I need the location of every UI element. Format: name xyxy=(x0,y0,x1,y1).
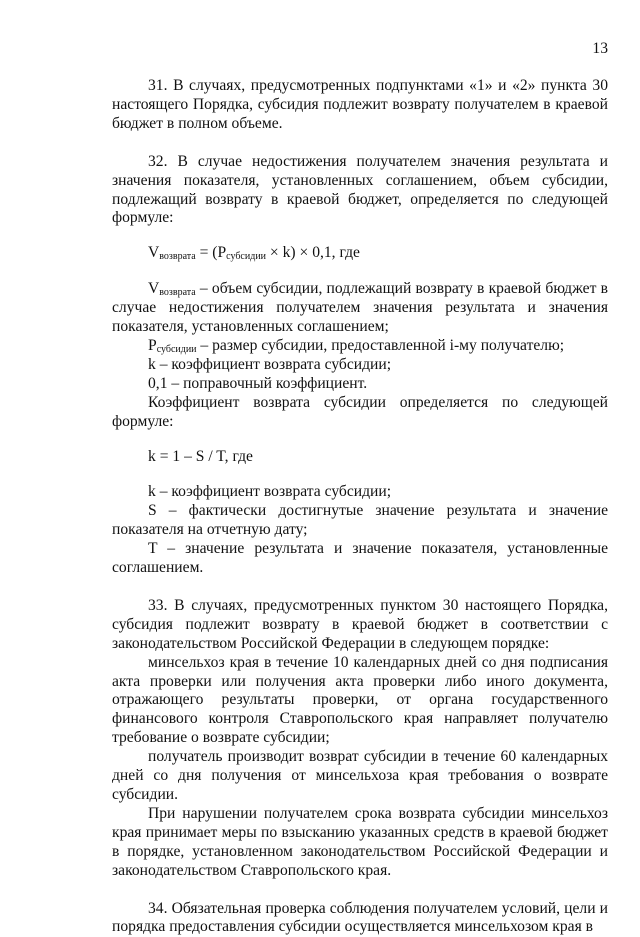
def-v-text: – объем субсидии, подлежащий возврату в краевой бюджет в случае недостижения получателем значения результата и значения показателя, установленных соглашением; xyxy=(112,280,608,336)
def-p-subscript: субсидии xyxy=(156,343,197,355)
paragraph-33-item-2: получатель производит возврат субсидии в течение 60 календарных дней со дня получения от минсельхоза края требования о возврате субсидии. xyxy=(112,748,608,803)
coefficient-intro: Коэффициент возврата субсидии определяется по следующей формуле: xyxy=(112,393,608,430)
paragraph-33-item-3: При нарушении получателем срока возврата субсидии минсельхоз края принимает меры по взысканию указанных средств в краевой бюджет в порядке, установленном законодательством Российской Федерации и законодательством Ставропольского края. xyxy=(112,804,608,879)
paragraph-32-intro: 32. В случае недостижения получателем значения результата и значения показателя, установленных соглашением, объем субсидии, подлежащий возврату в краевой бюджет, определяется по следующей формуле: xyxy=(112,152,608,227)
formula-eq-open: = (P xyxy=(195,244,227,262)
def-p-text: – размер субсидии, предоставленной i-му получателю; xyxy=(196,336,565,354)
formula-v-return xyxy=(112,244,608,263)
paragraph-34: 34. Обязательная проверка соблюдения получателем условий, цели и порядка предоставления субсидии осуществляется минсельхозом края в xyxy=(112,899,608,936)
definition-correction: 0,1 – поправочный коэффициент. xyxy=(148,374,368,392)
formula-v-symbol: V xyxy=(148,244,160,262)
paragraph-33-item-1: минсельхоз края в течение 10 календарных дней со дня подписания акта проверки или получения акта проверки либо иного документа, отражающего результаты проверки, от органа государственного финансового контроля Ставропольского края направляет получателю требование о возврате субсидии; xyxy=(112,653,608,747)
formula-k: k = 1 – S / T, где xyxy=(148,447,253,465)
document-body xyxy=(112,77,608,937)
definition-v-return xyxy=(112,280,608,337)
formula-v-subscript: возврата xyxy=(159,251,196,263)
definition-k: k – коэффициент возврата субсидии; xyxy=(148,355,392,373)
definition-p-subsidy xyxy=(112,337,608,356)
def-p-symbol: P xyxy=(148,336,157,354)
definition-t: T – значение результата и значение показателя, установленные соглашением. xyxy=(112,540,608,577)
def-v-symbol: V xyxy=(148,280,160,298)
def-v-subscript: возврата xyxy=(159,287,196,299)
definition-k-2: k – коэффициент возврата субсидии; xyxy=(148,483,392,501)
paragraph-31: 31. В случаях, предусмотренных подпунктами «1» и «2» пункта 30 настоящего Порядка, субсидия подлежит возврату получателем в краевой бюджет в полном объеме. xyxy=(112,77,608,132)
page-number: 13 xyxy=(592,40,608,57)
paragraph-33-intro: 33. В случаях, предусмотренных пунктом 30 настоящего Порядка, субсидия подлежит возврату в краевой бюджет в соответствии с законодательством Российской Федерации в следующем порядке: xyxy=(112,596,608,652)
formula-p-subscript: субсидии xyxy=(226,251,267,263)
definition-s: S – фактически достигнутые значение результата и значение показателя на отчетную дату; xyxy=(112,502,608,539)
formula-rest: × k) × 0,1, где xyxy=(266,244,360,262)
